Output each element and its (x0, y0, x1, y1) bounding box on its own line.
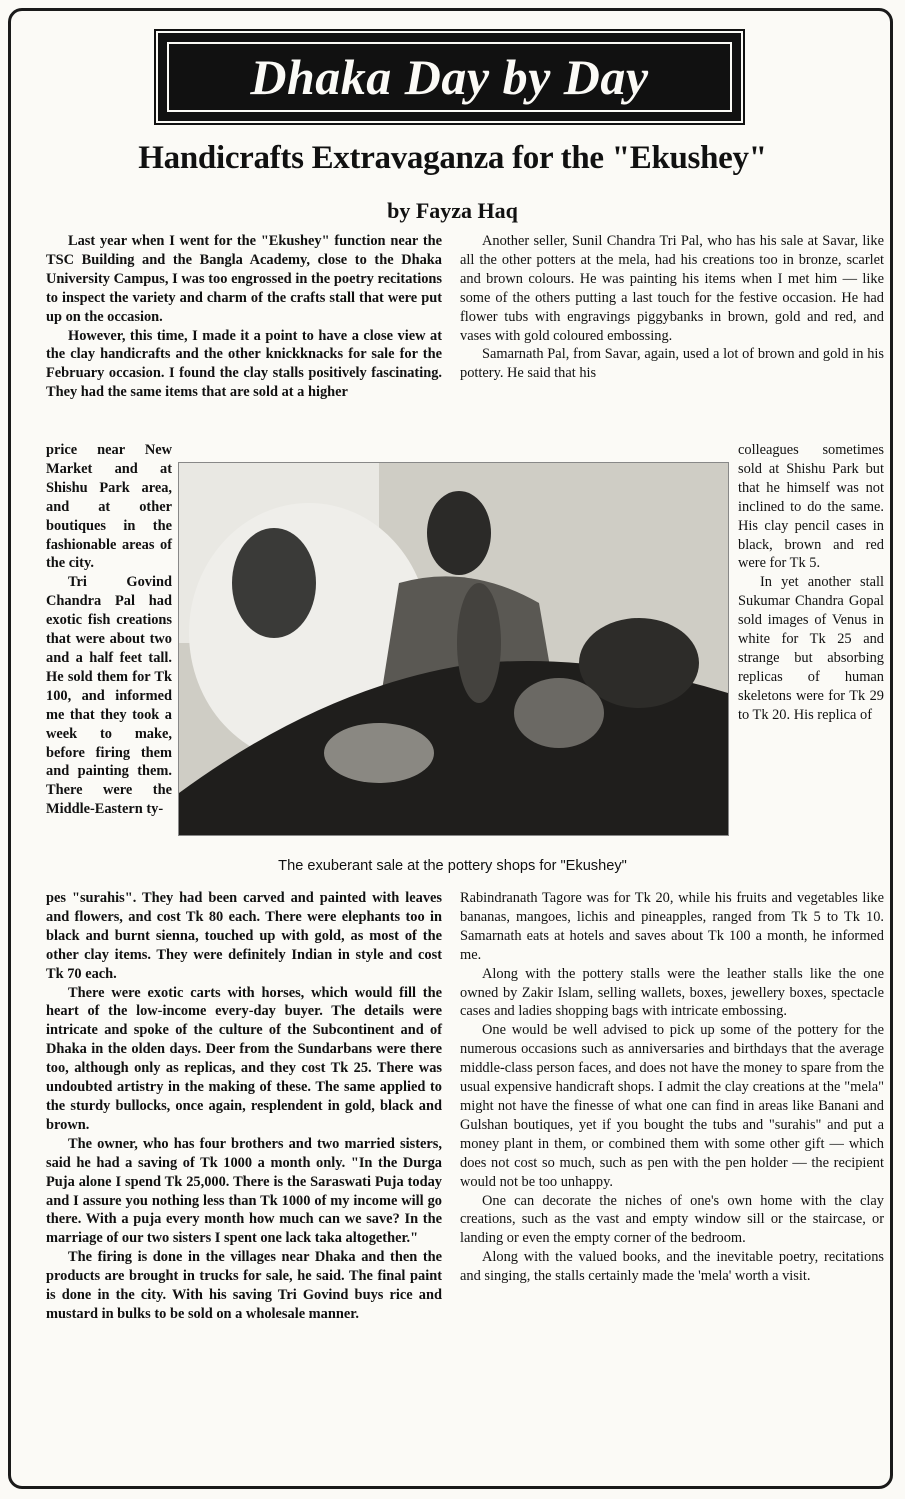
paragraph: Samarnath Pal, from Savar, again, used a lot of brown and gold in his pottery. He said that his (460, 346, 884, 382)
photo-pottery-2 (514, 678, 604, 748)
photo-vase (457, 583, 501, 703)
paragraph: Along with the pottery stalls were the leather stalls like the one owned by Zakir Islam, selling wallets, boxes, jewellery boxes, spectacle cases and ladies shopping bags with intricate embossing. (460, 965, 884, 1020)
paragraph: price near New Market and at Shishu Park area, and at other boutiques in the fashionable areas of the city. (46, 442, 172, 572)
photo-head-right (427, 491, 491, 575)
masthead-banner (158, 33, 741, 121)
photo-illustration (179, 463, 728, 835)
photo-caption: The exuberant sale at the pottery shops for "Ekushey" (278, 858, 627, 874)
paragraph: The owner, who has four brothers and two married sisters, said he had a saving of Tk 1000 a month only. "In the Durga Puja alone I spend Tk 25,000. There is the Saraswati Puja today and I assure you nothing less than Tk 1000 of my income will go there. With a puja every month how much can we save? In the marriage of our two sisters I spent one lack taka altogether." (46, 1135, 442, 1247)
paragraph: However, this time, I made it a point to have a close view at the clay handicrafts and the other knickknacks for sale for the February occasion. I found the clay stalls positively fascinating. They had the same items that are sold at a higher (46, 327, 442, 401)
masthead-title: Dhaka Day by Day (250, 49, 649, 105)
paragraph: Tri Govind Chandra Pal had exotic fish creations that were about two and a half feet tall. He sold them for Tk 100, and informed me that they took a week to make, before firing them and painting them. There were the Middle-Eastern ty- (46, 574, 172, 818)
paragraph: The firing is done in the villages near Dhaka and then the products are brought in trucks for sale, he said. The final paint is done in the city. With his saving Tri Govind buys rice and mustard in bulks to be sold on a wholesale manner. (46, 1249, 442, 1322)
paragraph: Rabindranath Tagore was for Tk 20, while his fruits and vegetables like bananas, mangoes, lichis and pineapples, ranged from Tk 5 to Tk 10. Samarnath eats at hotels and saves about Tk 100 a month, he informed me. (460, 890, 884, 963)
paragraph: Another seller, Sunil Chandra Tri Pal, who has his sale at Savar, like all the other potters at the mela, had his creations too in bronze, scarlet and brown colours. He was painting his items when I met him — like some of the others putting a last touch for the festive occasion. He had flower tubs with engravings piggybanks in brown, gold and red, and vases with gold coloured embossing. (460, 233, 884, 344)
paragraph: One would be well advised to pick up some of the pottery for the numerous occasions such as anniversaries and birthdays that the average middle-class person faces, and does not have the money to spare from the usual expensive handicraft shops. I admit the clay creations at the "mela" might not have the finesse of what one can find in areas like Banani and Gulshan boutiques, yet if you bought the tubs and "surahis" and put a money plant in them, or combined them with some other gift — which does not cost so much, such as pen with the pen holder — the recipient would not be too unhappy. (460, 1022, 884, 1190)
paragraph: There were exotic carts with horses, which would fill the heart of the low-income every-day buyer. The details were intricate and spoke of the culture of the Subcontinent and of Dhaka in the olden days. Deer from the Sundarbans were there too, although only as replicas, and they cost Tk 25. There was undoubted artistry in the making of these. The same applied to the sturdy bullocks, once again, resplendent in gold, black and brown. (46, 984, 442, 1133)
article-headline: Handicrafts Extravaganza for the "Ekushey" (138, 140, 767, 176)
column-right-bottom (460, 889, 884, 1286)
paragraph: Last year when I went for the "Ekushey" function near the TSC Building and the Bangla Academy, close to the Dhaka University Campus, I was too engrossed in the poetry recitations to inspect the variety and charm of the crafts stall that were put up on the occasion. (46, 233, 442, 325)
paragraph: One can decorate the niches of one's own home with the clay creations, such as the vast and empty window sill or the staircase, or landing or even the empty corner of the bedroom. (460, 1192, 884, 1247)
paragraph: colleagues sometimes sold at Shishu Park but that he himself was not inclined to do the same. His clay pencil cases in black, brown and red were for Tk 5. (738, 442, 884, 572)
paragraph: pes "surahis". They had been carved and painted with leaves and flowers, and cost Tk 80 each. There were elephants too in black and burnt sienna, touched up with gold, as most of the other clay items. They were definitely Indian in style and cost Tk 70 each. (46, 890, 442, 982)
masthead-inner-border (167, 42, 732, 112)
paragraph: In yet another stall Sukumar Chandra Gopal sold images of Venus in white for Tk 25 and strange but absorbing replicas of human skeletons were for Tk 29 to Tk 20. His replica of (738, 574, 884, 723)
article-photo (178, 462, 729, 836)
column-right-top (460, 232, 884, 383)
column-left-top (46, 232, 442, 402)
column-left-bottom (46, 889, 442, 1324)
photo-pottery-3 (324, 723, 434, 783)
photo-head-left (232, 528, 316, 638)
column-narrow-right (738, 441, 884, 725)
paragraph: Along with the valued books, and the inevitable poetry, recitations and singing, the stalls certainly made the 'mela' worth a visit. (460, 1249, 884, 1285)
column-narrow-left (46, 441, 172, 819)
article-byline: by Fayza Haq (387, 198, 518, 223)
